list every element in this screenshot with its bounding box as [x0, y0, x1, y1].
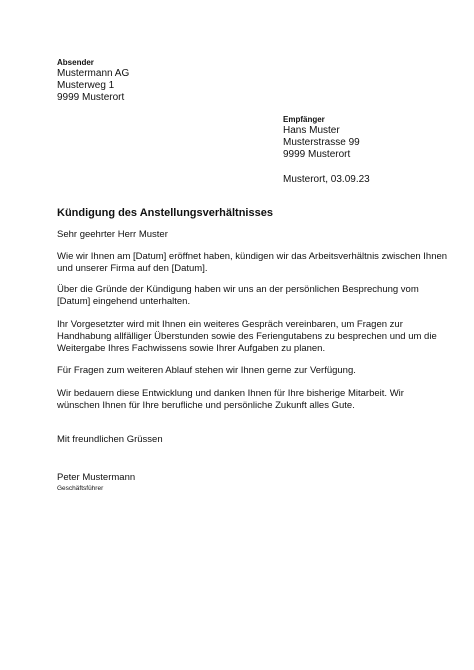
sender-line: 9999 Musterort	[57, 92, 125, 103]
subject-heading: Kündigung des Anstellungsverhältnisses	[57, 207, 273, 219]
sender-block	[57, 58, 129, 104]
recipient-block	[283, 115, 360, 161]
signature-title: Geschäftsführer	[57, 485, 104, 492]
body-paragraph	[57, 251, 447, 275]
signature-name: Peter Mustermann	[57, 472, 136, 483]
paragraph-line: Ihr Vorgesetzter wird mit Ihnen ein weiteres Gespräch vereinbaren, um Fragen zur	[57, 319, 403, 330]
date-line: Musterort, 03.09.23	[283, 174, 370, 185]
sender-line: Mustermann AG	[57, 68, 130, 79]
paragraph-line: Über die Gründe der Kündigung haben wir uns an der persönlichen Besprechung vom	[57, 284, 419, 295]
body-paragraph	[57, 365, 356, 377]
closing-line: Mit freundlichen Grüssen	[57, 434, 163, 445]
recipient-label: Empfänger	[283, 115, 325, 124]
body-paragraph	[57, 319, 437, 355]
body-paragraph	[57, 388, 404, 412]
paragraph-line: Wir bedauern diese Entwicklung und danken Ihnen für Ihre bisherige Mitarbeit. Wir	[57, 388, 404, 399]
recipient-line: Hans Muster	[283, 125, 340, 136]
paragraph-line: Weitergabe Ihres Fachwissens sowie Ihrer Aufgaben zu planen.	[57, 343, 326, 354]
salutation: Sehr geehrter Herr Muster	[57, 229, 168, 240]
paragraph-line: Für Fragen zum weiteren Ablauf stehen wir Ihnen gerne zur Verfügung.	[57, 365, 356, 376]
recipient-line: 9999 Musterort	[283, 149, 351, 160]
paragraph-line: wünschen Ihnen für Ihre berufliche und persönliche Zukunft alles Gute.	[57, 400, 355, 411]
paragraph-line: [Datum] eingehend unterhalten.	[57, 296, 191, 307]
body-paragraph	[57, 284, 419, 308]
signature-block	[57, 472, 135, 493]
paragraph-line: Wie wir Ihnen am [Datum] eröffnet haben, kündigen wir das Arbeitsverhältnis zwischen Ihnen	[57, 251, 448, 262]
paragraph-line: und unserer Firma auf den [Datum].	[57, 263, 208, 274]
recipient-line: Musterstrasse 99	[283, 137, 360, 148]
sender-line: Musterweg 1	[57, 80, 115, 91]
paragraph-line: Handhabung allfälliger Überstunden sowie des Feriengutabens zu besprechen und um die	[57, 331, 437, 342]
sender-label: Absender	[57, 58, 94, 67]
